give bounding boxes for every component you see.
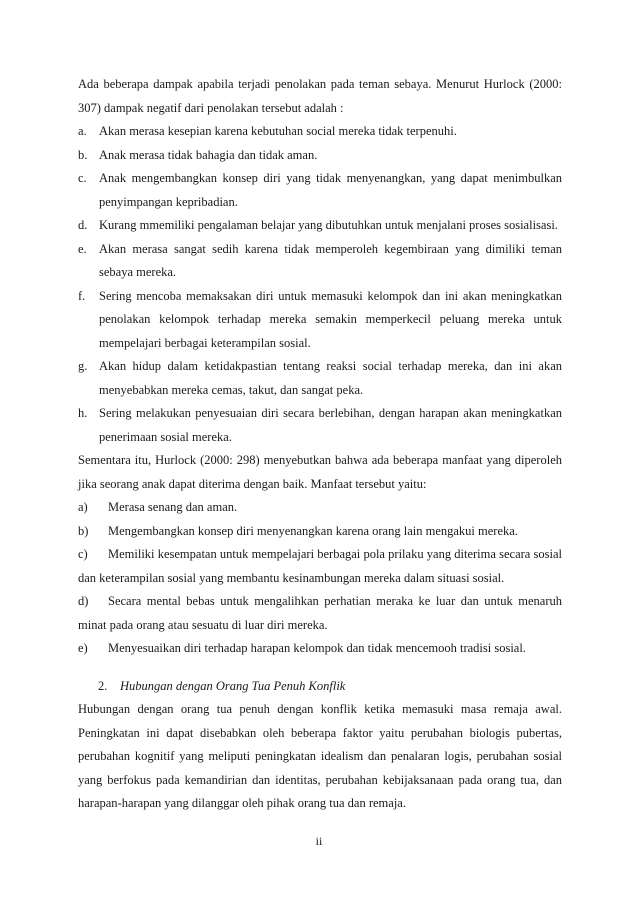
list-item: [78, 520, 562, 544]
list-text: Menyesuaikan diri terhadap harapan kelompok dan tidak mencemooh tradisi sosial.: [108, 641, 526, 655]
list-marker: c): [78, 547, 88, 561]
list-text: Mengembangkan konsep diri menyenangkan karena orang lain mengakui mereka.: [108, 523, 518, 538]
list-text: Merasa senang dan aman.: [108, 500, 238, 514]
list-text: Memiliki kesempatan untuk mempelajari berbagai pola prilaku yang diterima secara sosial dan keterampilan sosial yang membantu kesinambungan mereka dalam situasi sosial.: [78, 547, 562, 585]
list-text: Anak mengembangkan konsep diri yang tidak menyenangkan, yang dapat menimbulkan penyimpangan kepribadian.: [99, 171, 562, 209]
list-text: Akan hidup dalam ketidakpastian tentang reaksi social terhadap mereka, dan ini akan menyebabkan mereka cemas, takut, dan sangat peka.: [99, 359, 562, 397]
section-number: 2.: [98, 678, 108, 693]
list-item: [78, 543, 562, 590]
negative-impact-list: [78, 120, 562, 449]
list-marker: a.: [78, 124, 87, 138]
list-item: [78, 120, 562, 144]
page-number: ii: [315, 834, 323, 848]
list-marker: d): [78, 594, 89, 608]
list-text: Kurang mmemiliki pengalaman belajar yang dibutuhkan untuk menjalani proses sosialisasi.: [99, 218, 558, 232]
list-marker: e): [78, 641, 88, 655]
list-item: [78, 214, 562, 238]
list-marker: a): [78, 500, 88, 514]
list-text: Secara mental bebas untuk mengalihkan perhatian meraka ke luar dan untuk menaruh minat pada orang atau sesuatu di luar diri mereka.: [78, 594, 562, 632]
benefit-intro-paragraph: Sementara itu, Hurlock (2000: 298) menyebutkan bahwa ada beberapa manfaat yang diperoleh jika seorang anak dapat diterima dengan baik. Manfaat tersebut yaitu:: [78, 453, 562, 491]
section-heading: [78, 675, 562, 699]
list-marker: b.: [78, 147, 88, 162]
list-item: [78, 590, 562, 637]
list-marker: g.: [78, 359, 88, 373]
list-text: Akan merasa sangat sedih karena tidak memperoleh kegembiraan yang dimiliki teman sebaya mereka.: [99, 241, 562, 279]
list-marker: e.: [78, 241, 87, 256]
list-item: [78, 285, 562, 356]
list-text: Anak merasa tidak bahagia dan tidak aman.: [99, 147, 318, 162]
list-item: [78, 355, 562, 402]
list-item: [78, 402, 562, 449]
section-title: Hubungan dengan Orang Tua Penuh Konflik: [120, 678, 346, 693]
list-marker: h.: [78, 406, 88, 420]
list-marker: b): [78, 523, 89, 538]
list-marker: d.: [78, 218, 88, 232]
list-marker: c.: [78, 171, 87, 185]
section-body-paragraph: Hubungan dengan orang tua penuh dengan konflik ketika memasuki masa remaja awal. Peningkatan ini dapat disebabkan oleh beberapa faktor yaitu perubahan biologis pubertas, perubahan kognitif yang meliputi peningkatan idealism dan penalaran logis, perubahan sosial yang berfokus pada kemandirian dan identitas, perubahan kebijaksanaan pada orang tua, dan harapan-harapan yang dilanggar oleh pihak orang tua dan remaja.: [78, 702, 562, 810]
list-item: [78, 167, 562, 214]
list-text: Sering melakukan penyesuaian diri secara berlebihan, dengan harapan akan meningkatkan penerimaan sosial mereka.: [99, 406, 562, 444]
benefit-list: [78, 496, 562, 661]
list-item: [78, 496, 562, 520]
list-text: Akan merasa kesepian karena kebutuhan social mereka tidak terpenuhi.: [99, 124, 457, 138]
list-marker: f.: [78, 288, 86, 303]
document-page: [78, 73, 562, 816]
list-text: Sering mencoba memaksakan diri untuk memasuki kelompok dan ini akan meningkatkan penolakan kelompok terhadap mereka semakin memperkecil peluang mereka untuk mempelajari berbagai keterampilan sosial.: [99, 288, 562, 350]
list-item: [78, 238, 562, 285]
list-item: [78, 637, 562, 661]
list-item: [78, 144, 562, 168]
intro-paragraph: Ada beberapa dampak apabila terjadi penolakan pada teman sebaya. Menurut Hurlock (2000: 307) dampak negatif dari penolakan tersebut adalah :: [78, 77, 562, 115]
